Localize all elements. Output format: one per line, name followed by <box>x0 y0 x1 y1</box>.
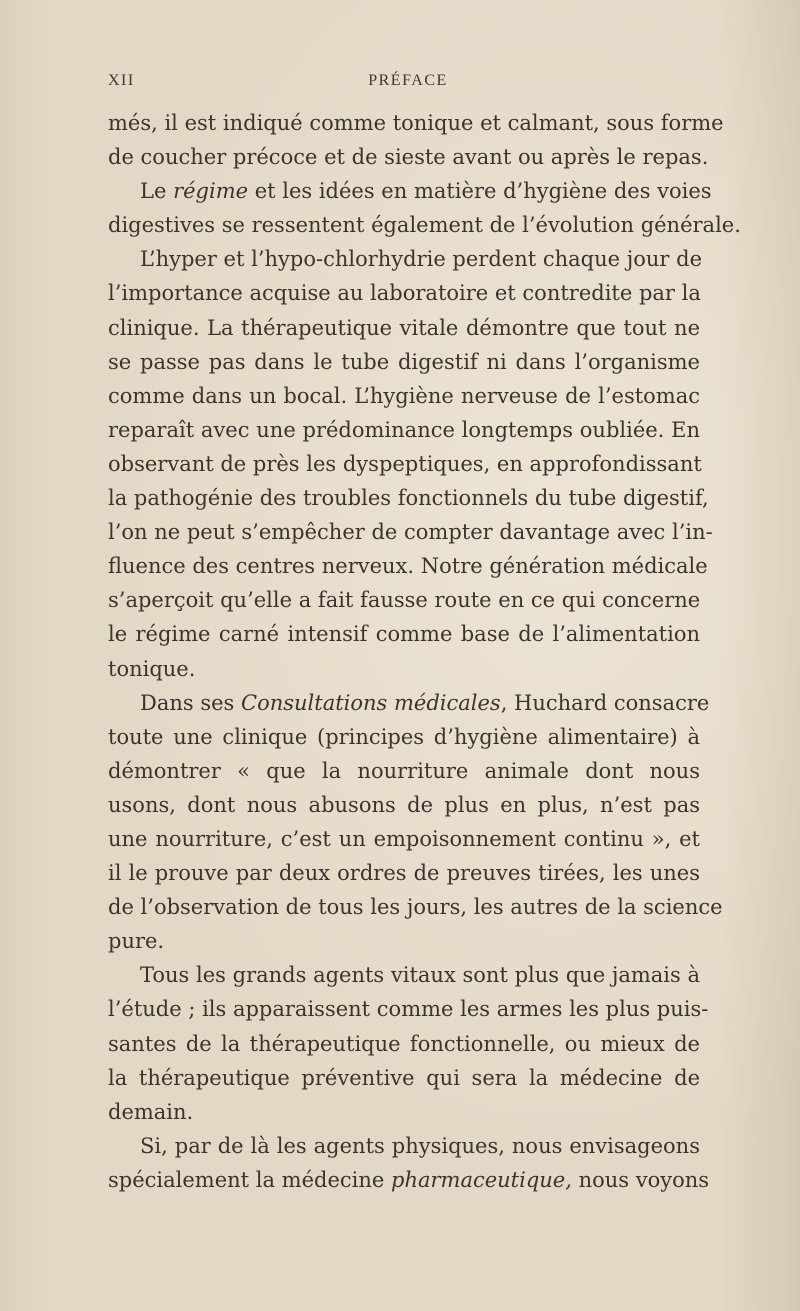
text-line <box>108 549 708 583</box>
italic-text: régime <box>173 179 249 204</box>
text-segment: Le <box>140 179 174 204</box>
text-segment: observant de près les dyspeptiques, en approfondissant <box>108 451 702 476</box>
text-line <box>108 1095 700 1129</box>
text-line <box>108 1061 700 1095</box>
text-line <box>108 413 700 447</box>
text-line <box>108 311 700 345</box>
text-segment: l’on ne peut s’empêcher de compter davantage avec l’in- <box>108 520 713 545</box>
text-line <box>108 720 700 754</box>
italic-text: pharmaceutique, <box>391 1167 572 1192</box>
text-segment: l’étude ; ils apparaissent comme les armes les plus puis- <box>108 997 709 1022</box>
text-segment: usons, dont nous abusons de plus en plus, n’est pas <box>108 792 700 817</box>
text-segment: pure. <box>108 929 165 954</box>
text-line <box>108 345 700 379</box>
body-text <box>108 106 741 1197</box>
running-title: PRÉFACE <box>368 72 448 89</box>
text-segment: santes de la thérapeutique fonctionnelle, ou mieux de <box>108 1031 700 1056</box>
text-line <box>108 379 700 413</box>
text-line <box>108 140 709 174</box>
text-line <box>108 890 723 924</box>
text-line <box>108 242 700 276</box>
text-line <box>108 276 700 310</box>
text-segment: de coucher précoce et de sieste avant ou après le repas. <box>108 145 709 170</box>
text-line <box>108 788 700 822</box>
text-segment: démontrer « que la nourriture animale dont nous <box>108 758 700 783</box>
text-line <box>108 447 700 481</box>
text-line <box>108 1129 700 1163</box>
text-line <box>108 958 700 992</box>
text-segment: , Huchard consacre <box>500 690 710 715</box>
text-segment: il le prouve par deux ordres de preuves tirées, les unes <box>108 861 700 886</box>
text-segment: L’hyper et l’hypo-chlorhydrie perdent chaque jour de <box>140 247 702 272</box>
text-line <box>108 652 700 686</box>
text-line <box>108 754 700 788</box>
text-segment: l’importance acquise au laboratoire et contredite par la <box>108 281 701 306</box>
text-segment: une nourriture, c’est un empoisonnement continu », et <box>108 826 700 851</box>
text-line <box>108 583 700 617</box>
italic-text: Consultations médicales <box>241 690 501 715</box>
page-header <box>108 72 698 96</box>
text-line <box>108 992 709 1026</box>
text-line <box>108 515 713 549</box>
text-segment: clinique. La thérapeutique vitale démontre que tout ne <box>108 315 700 340</box>
text-line <box>108 174 712 208</box>
text-segment: nous voyons <box>571 1167 710 1192</box>
text-segment: tonique. <box>108 656 196 681</box>
text-segment: s’aperçoit qu’elle a fait fausse route en ce qui concerne <box>108 588 701 613</box>
text-segment: toute une clinique (principes d’hygiène alimentaire) à <box>108 724 700 749</box>
text-line <box>108 924 700 958</box>
text-segment: de l’observation de tous les jours, les autres de la science <box>108 895 723 920</box>
text-line <box>108 856 700 890</box>
text-segment: spécialement la médecine <box>108 1167 391 1192</box>
text-segment: se passe pas dans le tube digestif ni dans l’organisme <box>108 349 700 374</box>
text-line <box>108 1163 710 1197</box>
text-segment: demain. <box>108 1099 194 1124</box>
text-line <box>108 208 741 242</box>
text-segment: la pathogénie des troubles fonctionnels du tube digestif, <box>108 486 709 511</box>
text-segment: et les idées en matière d’hygiène des voies <box>248 179 712 204</box>
text-segment: Dans ses <box>140 690 241 715</box>
page-number: XII <box>108 72 135 89</box>
text-segment: la thérapeutique préventive qui sera la médecine de <box>108 1065 700 1090</box>
text-segment: digestives se ressentent également de l’évolution générale. <box>108 213 741 238</box>
text-line <box>108 617 700 651</box>
text-segment: Si, par de là les agents physiques, nous envisageons <box>140 1133 700 1158</box>
text-segment: Tous les grands agents vitaux sont plus que jamais à <box>140 963 700 988</box>
text-segment: més, il est indiqué comme tonique et calmant, sous forme <box>108 111 724 135</box>
text-line <box>108 481 709 515</box>
text-line <box>108 1027 700 1061</box>
text-line <box>108 106 724 140</box>
text-segment: reparaît avec une prédominance longtemps oubliée. En <box>108 417 700 442</box>
text-line <box>108 686 710 720</box>
text-segment: fluence des centres nerveux. Notre génération médicale <box>108 554 708 579</box>
text-segment: comme dans un bocal. L’hygiène nerveuse de l’estomac <box>108 383 700 408</box>
text-line <box>108 822 700 856</box>
text-segment: le régime carné intensif comme base de l’alimentation <box>108 622 700 647</box>
